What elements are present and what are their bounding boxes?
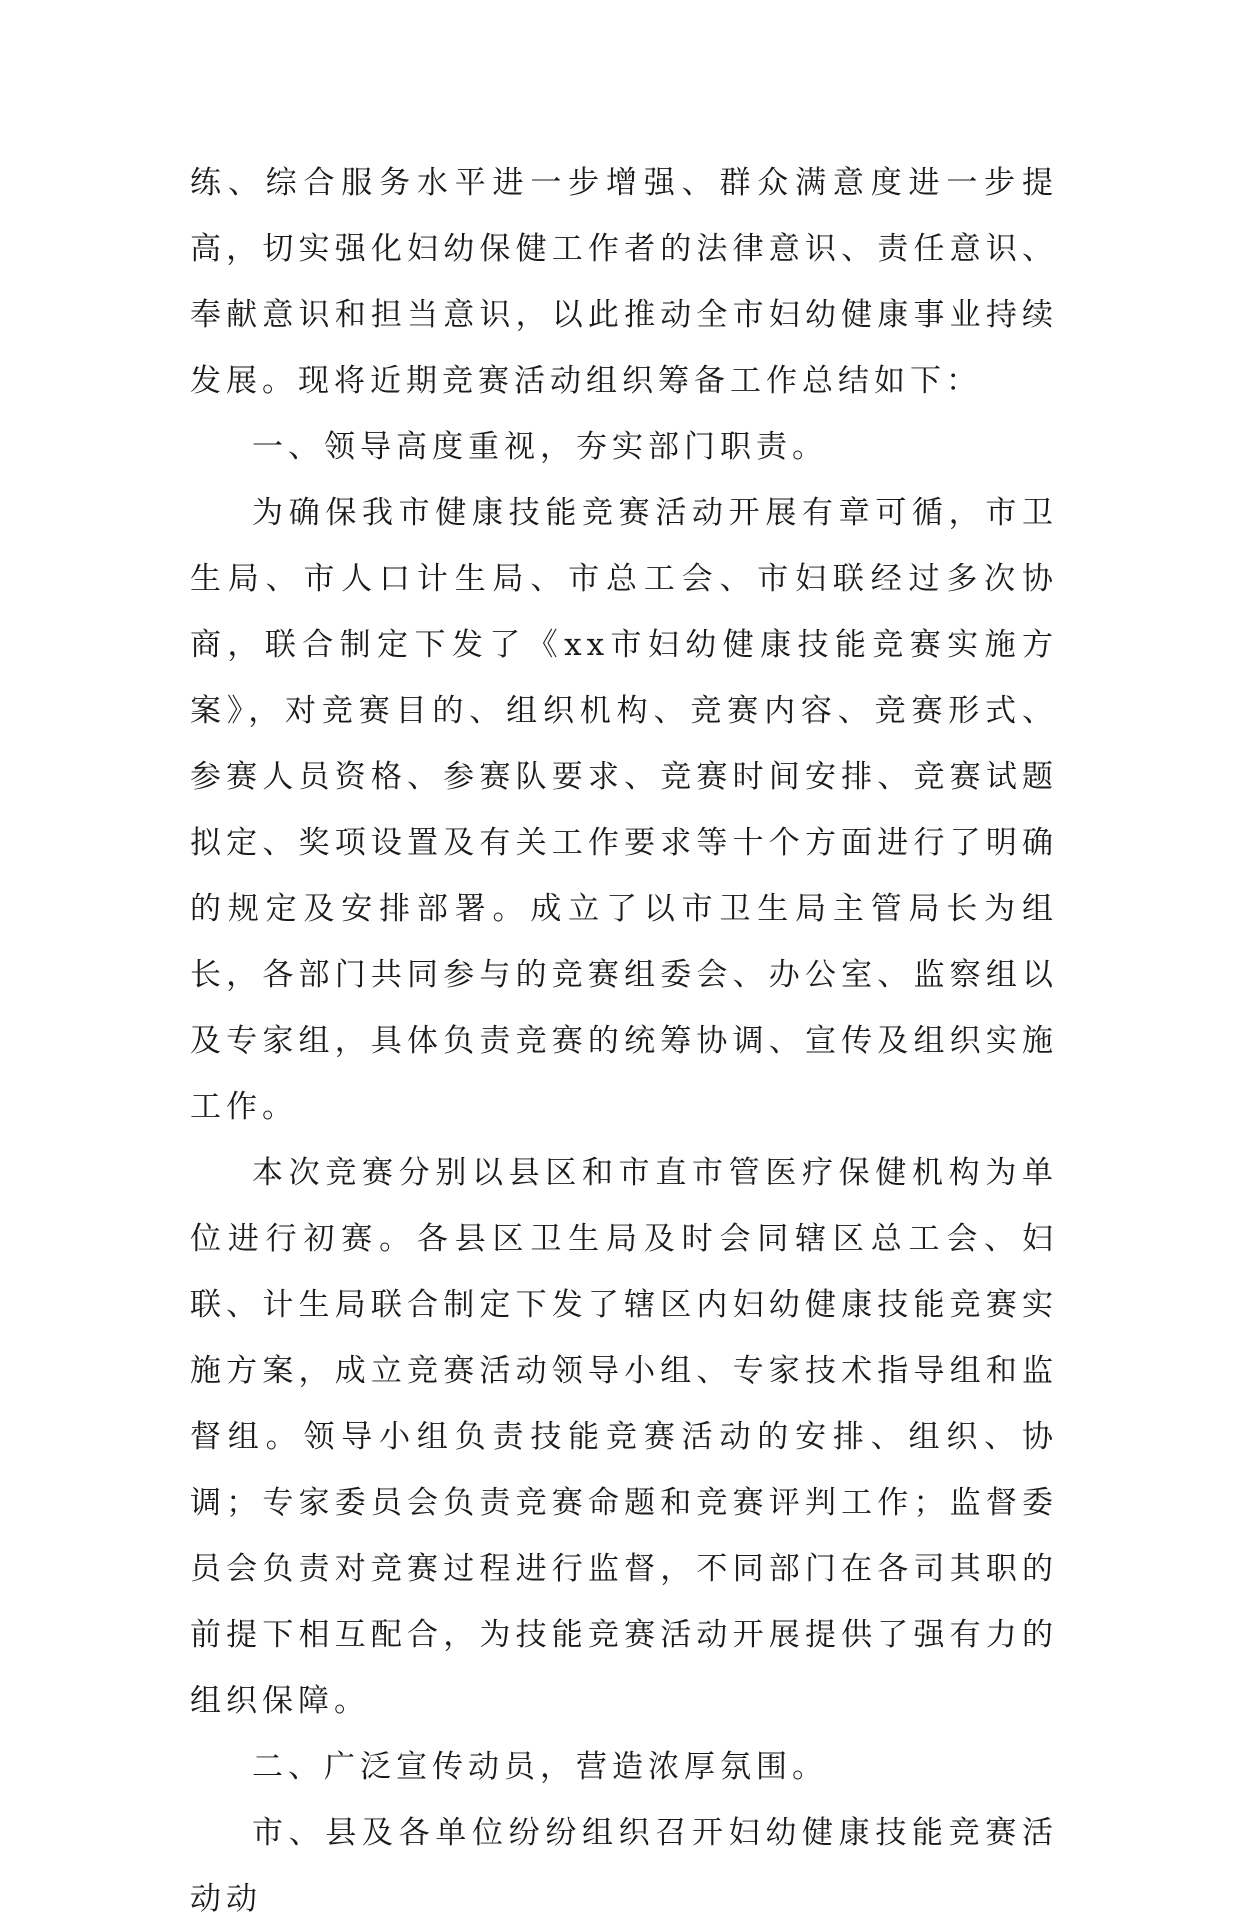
- paragraph-section-1-b: 本次竞赛分别以县区和市直市管医疗保健机构为单位进行初赛。各县区卫生局及时会同辖区总工会、妇联、计生局联合制定下发了辖区内妇幼健康技能竞赛实施方案，成立竞赛活动领导小组、专家技术指导组和监督组。领导小组负责技能竞赛活动的安排、组织、协调；专家委员会负责竞赛命题和竞赛评判工作；监督委员会负责对竞赛过程进行监督，不同部门在各司其职的前提下相互配合，为技能竞赛活动开展提供了强有力的组织保障。: [190, 1155, 1058, 1719]
- paragraph-intro-continuation: 练、综合服务水平进一步增强、群众满意度进一步提高，切实强化妇幼保健工作者的法律意识、责任意识、奉献意识和担当意识，以此推动全市妇幼健康事业持续发展。现将近期竞赛活动组织筹备工作总结如下：: [190, 165, 1058, 399]
- paragraph-section-2-a: 市、县及各单位纷纷组织召开妇幼健康技能竞赛活动动: [190, 1815, 1058, 1917]
- document-body: [190, 150, 1058, 1932]
- section-heading-2: 二、广泛宣传动员，营造浓厚氛围。: [252, 1749, 828, 1785]
- paragraph-section-1-a: 为确保我市健康技能竞赛活动开展有章可循，市卫生局、市人口计生局、市总工会、市妇联经过多次协商，联合制定下发了《xx市妇幼健康技能竞赛实施方案》，对竞赛目的、组织机构、竞赛内容、竞赛形式、参赛人员资格、参赛队要求、竞赛时间安排、竞赛试题拟定、奖项设置及有关工作要求等十个方面进行了明确的规定及安排部署。成立了以市卫生局主管局长为组长，各部门共同参与的竞赛组委会、办公室、监察组以及专家组，具体负责竞赛的统筹协调、宣传及组织实施工作。: [190, 495, 1058, 1125]
- section-heading-1: 一、领导高度重视，夯实部门职责。: [252, 429, 828, 465]
